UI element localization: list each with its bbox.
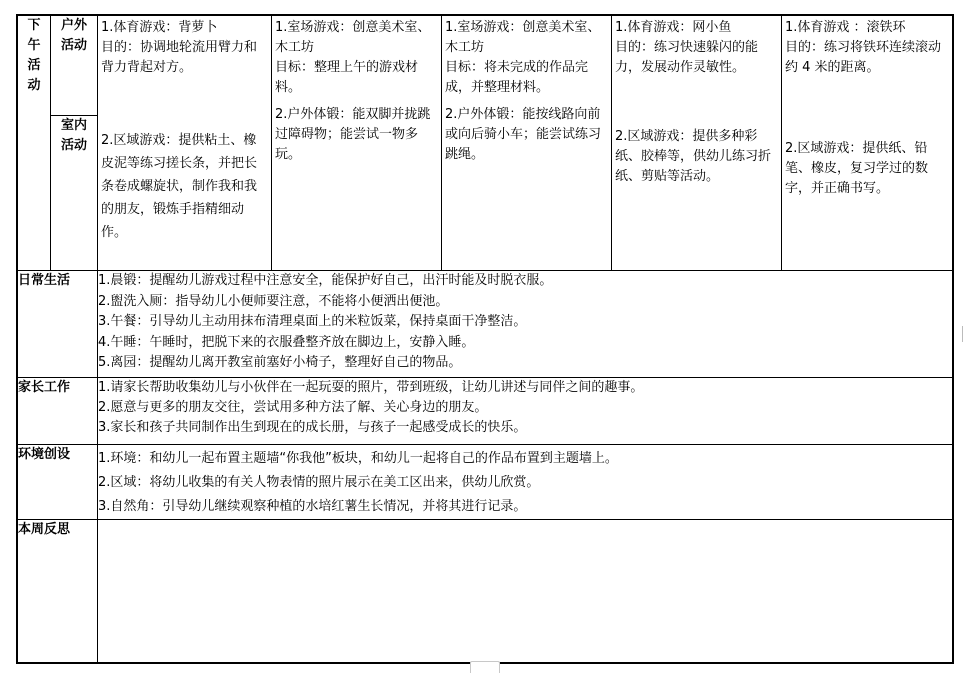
day-2-outdoor-title: 1.室场游戏：创意美术室、木工坊 bbox=[275, 20, 431, 55]
indoor-label bbox=[51, 116, 97, 156]
scroll-edge-mark bbox=[962, 326, 966, 342]
outdoor-activities-header bbox=[51, 16, 98, 116]
day-2-indoor-text: 2.户外体锻：能双脚并拢跳过障碍物；能尝试一物多玩。 bbox=[275, 107, 431, 162]
outdoor-label bbox=[51, 16, 97, 56]
pm-label-line: 动 bbox=[27, 78, 41, 93]
day-5-outdoor-title: 1.体育游戏 ：滚铁环 bbox=[785, 20, 906, 35]
afternoon-outdoor-row bbox=[18, 16, 953, 116]
environment-item: 2.区域：将幼儿收集的有关人物表情的照片展示在美工区出来，供幼儿欣赏。 bbox=[98, 475, 540, 490]
pm-label-line: 午 bbox=[27, 38, 41, 53]
day-2-outdoor bbox=[275, 18, 438, 98]
day-5-indoor bbox=[785, 139, 949, 199]
day-3-indoor-text: 2.户外体锻：能按线路向前或向后骑小车；能尝试练习跳绳。 bbox=[445, 107, 602, 162]
indoor-label-line: 活动 bbox=[60, 138, 87, 153]
daily-life-header: 日常生活 bbox=[18, 271, 98, 378]
indoor-activities-header bbox=[51, 116, 98, 271]
parent-work-item: 1.请家长帮助收集幼儿与小伙伴在一起玩耍的照片，带到班级，让幼儿讲述与同伴之间的趣事。 bbox=[98, 380, 644, 395]
reflection-content[interactable] bbox=[98, 520, 953, 663]
day-2-outdoor-goal: 目标：整理上午的游戏材料。 bbox=[275, 60, 419, 95]
day-1-indoor-text: 2.区域游戏：提供粘土、橡皮泥等练习搓长条，并把长条卷成螺旋状，制作我和我的朋友，锻炼手指精细动作。 bbox=[101, 133, 258, 240]
afternoon-day-3 bbox=[442, 16, 612, 271]
day-4-outdoor bbox=[615, 18, 778, 78]
environment-content bbox=[98, 445, 953, 520]
day-3-outdoor-title: 1.室场游戏：创意美术室、木工坊 bbox=[445, 20, 601, 55]
day-4-indoor-text: 2.区域游戏：提供多种彩纸、胶棒等，供幼儿练习折纸、剪贴等活动。 bbox=[615, 129, 772, 184]
outdoor-label-line: 户外 bbox=[60, 18, 87, 33]
outdoor-label-line: 活动 bbox=[60, 38, 87, 53]
afternoon-activities-header bbox=[18, 16, 51, 271]
indoor-label-line: 室内 bbox=[60, 118, 87, 133]
day-5-outdoor bbox=[785, 18, 949, 78]
environment-row bbox=[18, 445, 953, 520]
daily-life-item: 5.离园：提醒幼儿离开教室前塞好小椅子，整理好自己的物品。 bbox=[98, 355, 462, 370]
parent-work-item: 2.愿意与更多的朋友交往，尝试用多种方法了解、关心身边的朋友。 bbox=[98, 400, 488, 415]
pm-label-line: 活 bbox=[27, 58, 41, 73]
day-1-outdoor-title: 1.体育游戏：背萝卜 bbox=[101, 20, 218, 35]
parent-work-row bbox=[18, 378, 953, 445]
day-1-outdoor-goal: 目的：协调地轮流用臂力和背力背起对方。 bbox=[101, 40, 258, 75]
parent-work-content bbox=[98, 378, 953, 445]
day-2-indoor bbox=[275, 105, 438, 165]
weekly-plan-table bbox=[17, 15, 953, 663]
reflection-header: 本周反思 bbox=[18, 520, 98, 663]
day-5-outdoor-goal: 目的：练习将铁环连续滚动约 4 米的距离。 bbox=[785, 40, 942, 75]
daily-life-item: 4.午睡：午睡时，把脱下来的衣服叠整齐放在脚边上，安静入睡。 bbox=[98, 334, 475, 350]
day-4-outdoor-goal: 目的：练习快速躲闪的能力，发展动作灵敏性。 bbox=[615, 40, 759, 75]
environment-header: 环境创设 bbox=[18, 445, 98, 520]
afternoon-label bbox=[18, 16, 50, 96]
environment-item: 1.环境：和幼儿一起布置主题墙“你我他”板块，和幼儿一起将自己的作品布置到主题墙上。 bbox=[98, 451, 618, 466]
daily-life-item: 1.晨锻：提醒幼儿游戏过程中注意安全，能保护好自己，出汗时能及时脱衣服。 bbox=[98, 273, 553, 288]
parent-work-item: 3.家长和孩子共同制作出生到现在的成长册，与孩子一起感受成长的快乐。 bbox=[98, 420, 527, 435]
day-1-indoor bbox=[101, 129, 268, 244]
day-3-indoor bbox=[445, 105, 608, 165]
reflection-row bbox=[18, 520, 953, 663]
afternoon-day-2 bbox=[272, 16, 442, 271]
daily-life-item: 3.午餐：引导幼儿主动用抹布清理桌面上的米粒饭菜，保持桌面干净整洁。 bbox=[98, 314, 527, 329]
daily-life-content bbox=[98, 271, 953, 378]
day-3-outdoor-goal: 目标：将未完成的作品完成，并整理材料。 bbox=[445, 60, 589, 95]
page-tab-icon bbox=[470, 661, 500, 673]
day-5-indoor-text: 2.区域游戏：提供纸、铅笔、橡皮，复习学过的数字，并正确书写。 bbox=[785, 141, 929, 196]
environment-item: 3.自然角：引导幼儿继续观察种植的水培红薯生长情况，并将其进行记录。 bbox=[98, 499, 527, 514]
daily-life-item: 2.盥洗入厕：指导幼儿小便师要注意，不能将小便洒出便池。 bbox=[98, 293, 449, 309]
day-3-outdoor bbox=[445, 18, 608, 98]
day-1-outdoor bbox=[101, 18, 268, 78]
pm-label-line: 下 bbox=[27, 18, 41, 33]
parent-work-header: 家长工作 bbox=[18, 378, 98, 445]
afternoon-day-4 bbox=[612, 16, 782, 271]
day-4-indoor bbox=[615, 127, 778, 187]
afternoon-day-1 bbox=[98, 16, 272, 271]
afternoon-day-5 bbox=[782, 16, 953, 271]
day-4-outdoor-title: 1.体育游戏：网小鱼 bbox=[615, 20, 732, 35]
daily-life-row bbox=[18, 271, 953, 378]
